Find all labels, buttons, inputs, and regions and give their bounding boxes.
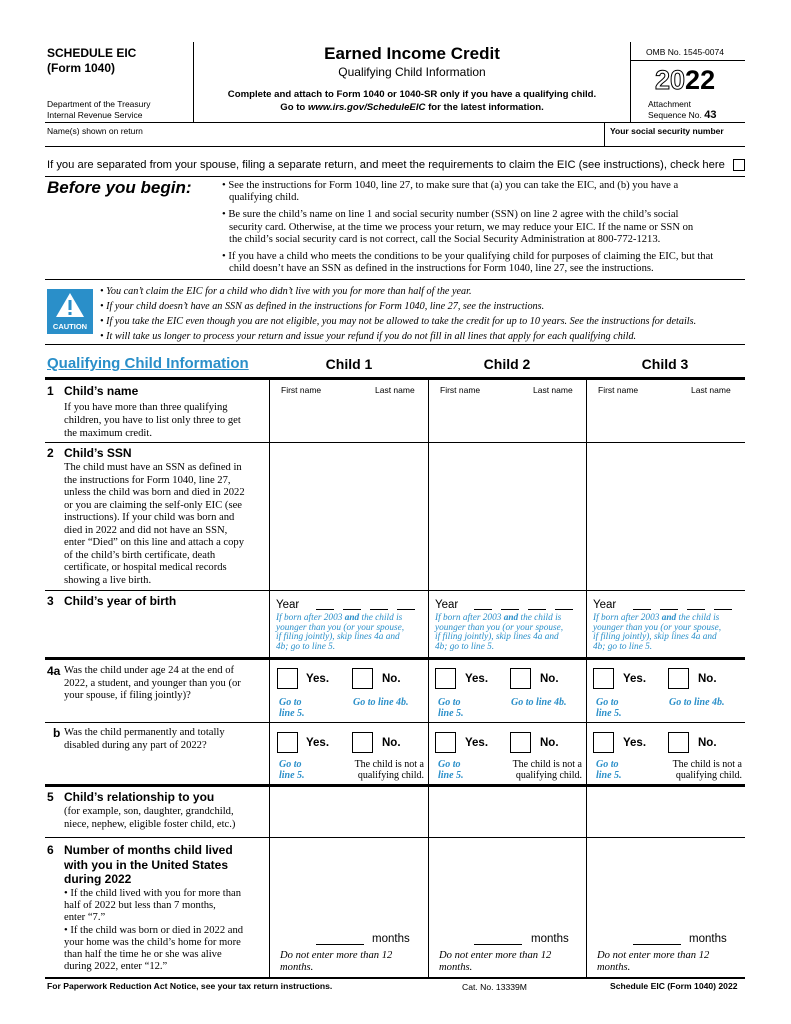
child3-year-label: Year bbox=[593, 599, 617, 611]
child1-months-note: Do not enter more than 12 months. bbox=[280, 950, 393, 973]
line4b-number: b bbox=[53, 726, 61, 740]
col-divider-1 bbox=[269, 380, 270, 978]
child3-header: Child 3 bbox=[641, 356, 689, 372]
child3-4b-yes-checkbox[interactable] bbox=[593, 732, 614, 753]
child2-year-digit-2[interactable] bbox=[501, 598, 519, 610]
line2-title: Child’s SSN bbox=[64, 446, 132, 460]
child3-4b-no-note: The child is not a qualifying child. bbox=[672, 759, 742, 781]
child1-year-digit-3[interactable] bbox=[370, 598, 388, 610]
child3-first-name-label: First name bbox=[598, 385, 639, 395]
line1-number: 1 bbox=[47, 384, 54, 398]
child2-year-digit-1[interactable] bbox=[474, 598, 492, 610]
child3-4a-no-checkbox[interactable] bbox=[668, 668, 689, 689]
line4a-rule bbox=[45, 722, 745, 723]
before-rule bbox=[45, 279, 745, 280]
child1-4b-no-note: The child is not a qualifying child. bbox=[354, 759, 424, 781]
omb-number: OMB No. 1545-0074 bbox=[646, 47, 724, 57]
child2-4b-yes-label: Yes. bbox=[465, 737, 489, 749]
child3-year-digit-2[interactable] bbox=[660, 598, 678, 610]
child2-months-note: Do not enter more than 12 months. bbox=[439, 950, 552, 973]
caution-list bbox=[100, 284, 696, 344]
table-top-rule bbox=[45, 377, 745, 380]
child1-last-name-label: Last name bbox=[375, 385, 415, 395]
child2-months-label: months bbox=[531, 933, 569, 945]
line5-title: Child’s relationship to you bbox=[64, 790, 215, 804]
child3-4b-yes-label: Yes. bbox=[623, 737, 647, 749]
child1-name-input[interactable] bbox=[272, 398, 426, 438]
separated-checkbox[interactable] bbox=[733, 159, 745, 171]
child2-4b-no-note: The child is not a qualifying child. bbox=[512, 759, 582, 781]
child2-relationship-input[interactable] bbox=[431, 790, 584, 834]
child2-4b-yes-checkbox[interactable] bbox=[435, 732, 456, 753]
line4b-rule bbox=[45, 784, 745, 787]
before-bullets: • See the instructions for Form 1040, line 27, to make sure that (a) you can take the EIC, and (b) you have a qualifying child. • Be sure the child’s name on line 1 and social security number (SSN) on line 2 agree with the child’s social security card. Otherwise, at the time we process your return, we may reduce your EIC. If the name or SSN on the child’s social security card is not correct, call the Social Security Administration at 800-772-1213. • If you have a child who meets the conditions to be your qualifying child for purposes of claiming the EIC, but that child doesn’t have an SSN as defined in the instructions for Form 1040, line 27, see the instructions. bbox=[222, 180, 714, 275]
child2-born-after-note: If born after 2003 and the child is younger than you (or your spouse, if filing jointly), skip lines 4a and 4b; go to line 5. bbox=[435, 613, 564, 652]
sequence-label: Sequence No. 43 bbox=[648, 109, 717, 121]
child1-4a-no-checkbox[interactable] bbox=[352, 668, 373, 689]
child2-last-name-label: Last name bbox=[533, 385, 573, 395]
line1-rule bbox=[45, 442, 745, 443]
child1-4b-no-checkbox[interactable] bbox=[352, 732, 373, 753]
child3-4a-yes-label: Yes. bbox=[623, 673, 647, 685]
line6-title: Number of months child lived with you in the United States during 2022 bbox=[64, 843, 233, 886]
child3-4a-no-goto: Go to line 4b. bbox=[669, 697, 725, 708]
line3-title: Child’s year of birth bbox=[64, 594, 177, 608]
line3-number: 3 bbox=[47, 594, 54, 608]
form-subtitle: Qualifying Child Information bbox=[338, 65, 486, 79]
separated-rule bbox=[45, 176, 745, 177]
dept-line1: Department of the Treasury bbox=[47, 99, 151, 109]
child3-relationship-input[interactable] bbox=[589, 790, 743, 834]
child1-4a-no-label: No. bbox=[382, 673, 401, 685]
child1-4a-yes-checkbox[interactable] bbox=[277, 668, 298, 689]
child2-ssn-input[interactable] bbox=[431, 446, 584, 586]
tax-year: 2022 bbox=[655, 65, 716, 95]
child1-header: Child 1 bbox=[325, 356, 373, 372]
caution-item: • If your child doesn’t have an SSN as defined in the instructions for Form 1040, line 27, see the instructions. bbox=[100, 301, 545, 312]
col-divider-2 bbox=[428, 380, 429, 978]
child2-4b-no-checkbox[interactable] bbox=[510, 732, 531, 753]
line4b-text: Was the child permanently and totally disabled during any part of 2022? bbox=[64, 727, 225, 751]
child3-year-digit-4[interactable] bbox=[714, 598, 732, 610]
line6-text: • If the child lived with you for more than half of 2022 but less than 7 months, enter “7.” • If the child was born or died in 2022 and your home was the child’s home for more than half the time he or she was alive during 2022, enter “12.” bbox=[64, 888, 244, 973]
child3-born-after-note: If born after 2003 and the child is younger than you (or your spouse, if filing jointly), skip lines 4a and 4b; go to line 5. bbox=[593, 613, 722, 652]
child1-4b-yes-goto: Go to line 5. bbox=[279, 759, 305, 781]
form-name: (Form 1040) bbox=[47, 61, 116, 75]
sequence-number: 43 bbox=[704, 109, 717, 121]
line2-number: 2 bbox=[47, 446, 54, 460]
child1-born-after-note: If born after 2003 and the child is younger than you (or your spouse, if filing jointly), skip lines 4a and 4b; go to line 5. bbox=[276, 613, 405, 652]
child1-months-label: months bbox=[372, 933, 410, 945]
caution-rule bbox=[45, 344, 745, 345]
child1-year-label: Year bbox=[276, 599, 300, 611]
caution-box bbox=[47, 289, 93, 334]
child3-last-name-label: Last name bbox=[691, 385, 731, 395]
line3-rule bbox=[45, 657, 745, 660]
child1-first-name-label: First name bbox=[281, 385, 322, 395]
child2-header: Child 2 bbox=[483, 356, 531, 372]
child3-4a-no-label: No. bbox=[698, 673, 717, 685]
child3-name-input[interactable] bbox=[589, 398, 743, 438]
before-heading: Before you begin: bbox=[47, 178, 192, 197]
line2-text: The child must have an SSN as defined in the instructions for Form 1040, line 27, unless the child was born and died in 2022 or you are claiming the self-only EIC (see instructions). If your child was born and died in 2022 and did not have an SSN, enter “Died” on this line and attach a copy of the child’s birth certificate, death certificate, or hospital medical records showing a live birth. bbox=[64, 462, 245, 586]
child2-first-name-label: First name bbox=[440, 385, 481, 395]
line4a-number: 4a bbox=[47, 664, 61, 678]
form-title: Earned Income Credit bbox=[324, 44, 500, 63]
child3-4b-yes-goto: Go to line 5. bbox=[596, 759, 622, 781]
child2-name-input[interactable] bbox=[431, 398, 584, 438]
child1-relationship-input[interactable] bbox=[272, 790, 426, 834]
line1-title: Child’s name bbox=[64, 384, 139, 398]
attachment-label: Attachment bbox=[648, 99, 691, 109]
child1-4b-no-label: No. bbox=[382, 737, 401, 749]
names-bottom-rule bbox=[45, 146, 745, 147]
child2-year-label: Year bbox=[435, 599, 459, 611]
schedule-name: SCHEDULE EIC bbox=[47, 46, 137, 60]
child2-year-digit-3[interactable] bbox=[528, 598, 546, 610]
names-input[interactable] bbox=[47, 136, 602, 146]
ssn-label: Your social security number bbox=[610, 126, 724, 136]
names-label: Name(s) shown on return bbox=[47, 126, 143, 136]
child3-4a-yes-checkbox[interactable] bbox=[593, 668, 614, 689]
child1-months-input[interactable] bbox=[316, 932, 364, 945]
line2-rule bbox=[45, 590, 745, 591]
child1-4a-no-goto: Go to line 4b. bbox=[353, 697, 409, 708]
caution-item: • It will take us longer to process your return and issue your refund if you do not fill in all lines that apply for each qualifying child. bbox=[100, 331, 637, 342]
child3-months-label: months bbox=[689, 933, 727, 945]
omb-divider bbox=[631, 60, 745, 61]
caution-item: • You can’t claim the EIC for a child who didn’t live with you for more than half of the year. bbox=[100, 286, 472, 297]
child1-4a-yes-goto: Go to line 5. bbox=[279, 697, 305, 719]
before-bullet-1: • See the instructions for Form 1040, line 27, to make sure that (a) you can take the EIC, and (b) you have a bbox=[222, 180, 679, 191]
ssn-input[interactable] bbox=[610, 136, 743, 146]
child3-4b-no-label: No. bbox=[698, 737, 717, 749]
before-bullet-2: • Be sure the child’s name on line 1 and social security number (SSN) on line 2 agree with the child’s social bbox=[222, 209, 679, 221]
line6-number: 6 bbox=[47, 843, 54, 857]
child2-4b-yes-goto: Go to line 5. bbox=[438, 759, 464, 781]
child1-year-digit-1[interactable] bbox=[316, 598, 334, 610]
child1-ssn-input[interactable] bbox=[272, 446, 426, 586]
caution-label: CAUTION bbox=[52, 322, 88, 331]
line5-number: 5 bbox=[47, 790, 54, 804]
child1-4b-yes-checkbox[interactable] bbox=[277, 732, 298, 753]
footer-cat-number: Cat. No. 13339M bbox=[462, 982, 527, 992]
child2-4b-no-label: No. bbox=[540, 737, 559, 749]
child2-4a-yes-goto: Go to line 5. bbox=[438, 697, 464, 719]
caution-item: • If you take the EIC even though you are not eligible, you may not be allowed to take the credit for up to 10 years. See the instructions for details. bbox=[100, 316, 697, 327]
table-bottom-rule bbox=[45, 977, 745, 979]
child2-4a-no-label: No. bbox=[540, 673, 559, 685]
website-link[interactable]: www.irs.gov/ScheduleEIC bbox=[307, 102, 426, 113]
caution-icon bbox=[47, 289, 93, 323]
child1-year-digit-2[interactable] bbox=[343, 598, 361, 610]
child3-4b-no-checkbox[interactable] bbox=[668, 732, 689, 753]
separated-text: If you are separated from your spouse, filing a separate return, and meet the requirements to claim the EIC (see instructions), check here bbox=[47, 159, 725, 171]
child3-4a-yes-goto: Go to line 5. bbox=[596, 697, 622, 719]
footer-paperwork-notice: For Paperwork Reduction Act Notice, see your tax return instructions. bbox=[47, 981, 333, 991]
header-bottom-rule bbox=[45, 122, 745, 123]
section-title: Qualifying Child Information bbox=[47, 355, 249, 372]
col-divider-3 bbox=[586, 380, 587, 978]
child3-year-digit-3[interactable] bbox=[687, 598, 705, 610]
child2-4a-no-goto: Go to line 4b. bbox=[511, 697, 567, 708]
line4a-text: Was the child under age 24 at the end of 2022, a student, and younger than you (or your spouse, if filing jointly)? bbox=[64, 665, 241, 701]
line5-rule bbox=[45, 837, 745, 838]
dept-line2: Internal Revenue Service bbox=[47, 110, 143, 120]
child1-4b-yes-label: Yes. bbox=[306, 737, 330, 749]
child1-4a-yes-label: Yes. bbox=[306, 673, 330, 685]
child2-4a-no-checkbox[interactable] bbox=[510, 668, 531, 689]
child2-year-digit-4[interactable] bbox=[555, 598, 573, 610]
child3-ssn-input[interactable] bbox=[589, 446, 743, 586]
footer-form-id: Schedule EIC (Form 1040) 2022 bbox=[610, 981, 738, 991]
line5-text: (for example, son, daughter, grandchild, niece, nephew, eligible foster child, etc.) bbox=[64, 806, 236, 830]
before-bullet-3: • If you have a child who meets the conditions to be your qualifying child for purposes of claiming the EIC, but that bbox=[222, 251, 714, 263]
child2-4a-yes-label: Yes. bbox=[465, 673, 489, 685]
child2-4a-yes-checkbox[interactable] bbox=[435, 668, 456, 689]
child3-months-input[interactable] bbox=[633, 932, 681, 945]
website-instruction: Go to www.irs.gov/ScheduleEIC for the latest information. bbox=[280, 102, 544, 113]
child3-year-digit-1[interactable] bbox=[633, 598, 651, 610]
ssn-divider bbox=[604, 122, 605, 146]
child3-months-note: Do not enter more than 12 months. bbox=[597, 950, 710, 973]
attach-instruction: Complete and attach to Form 1040 or 1040-SR only if you have a qualifying child. bbox=[227, 89, 597, 100]
child1-year-digit-4[interactable] bbox=[397, 598, 415, 610]
line1-text: If you have more than three qualifying children, you have to list only three to get the maximum credit. bbox=[64, 402, 241, 439]
child2-months-input[interactable] bbox=[474, 932, 522, 945]
header-divider-right bbox=[630, 42, 631, 122]
